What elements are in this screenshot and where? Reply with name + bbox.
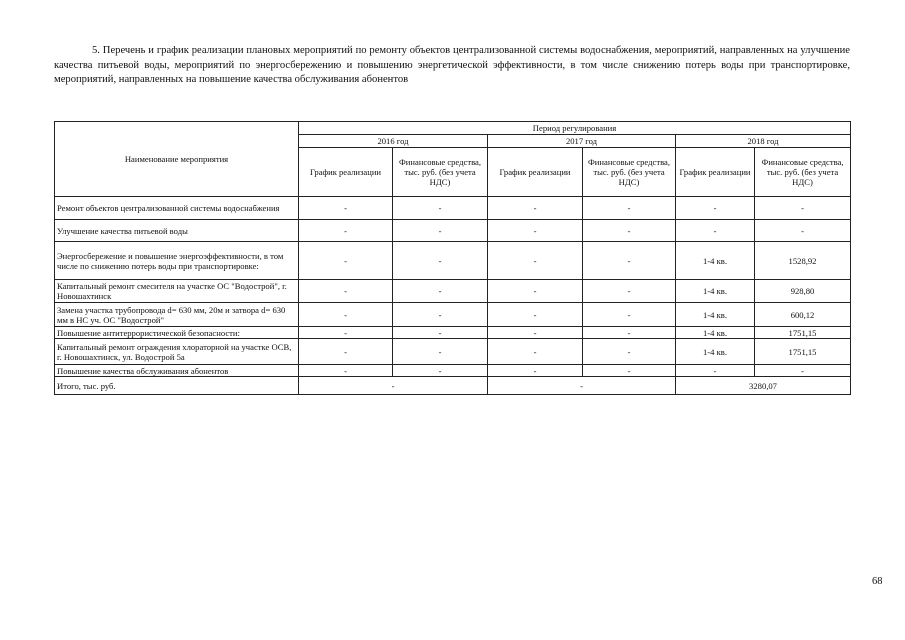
table-cell: - (583, 197, 676, 220)
funds-header: Финансовые средства, тыс. руб. (без учета НДС) (583, 148, 676, 197)
table-cell: - (583, 327, 676, 339)
funds-header: Финансовые средства, тыс. руб. (без учета НДС) (755, 148, 851, 197)
table-cell: - (488, 303, 583, 327)
table-cell: - (755, 365, 851, 377)
period-header: Период регулирования (299, 122, 851, 135)
activity-name: Энергосбережение и повышение энергоэффективности, в том числе по снижению потерь воды при транспортировке: (55, 242, 299, 280)
table-cell: - (393, 303, 488, 327)
total-value: 3280,07 (676, 377, 851, 395)
table-cell: - (393, 220, 488, 242)
activity-name: Капитальный ремонт ограждения хлораторной на участке ОСВ, г. Новошахтинск, ул. Водострой 5а (55, 339, 299, 365)
table-cell: - (488, 280, 583, 303)
table-cell: 1751,15 (755, 327, 851, 339)
table-cell: - (393, 242, 488, 280)
table-row (55, 220, 851, 242)
total-label: Итого, тыс. руб. (55, 377, 299, 395)
table-cell: - (299, 280, 393, 303)
table-cell: - (393, 327, 488, 339)
table-cell: - (676, 197, 755, 220)
activities-table (54, 121, 851, 395)
table-cell: - (299, 220, 393, 242)
table-cell: - (755, 197, 851, 220)
year-header: 2016 год (299, 135, 488, 148)
table-cell: - (488, 365, 583, 377)
table-cell: - (393, 280, 488, 303)
table-row (55, 303, 851, 327)
table-cell: - (676, 220, 755, 242)
schedule-header: График реализации (676, 148, 755, 197)
table-row (55, 365, 851, 377)
table-cell: - (299, 365, 393, 377)
table-cell: 1-4 кв. (676, 327, 755, 339)
table-cell: - (583, 242, 676, 280)
table-cell: - (583, 220, 676, 242)
schedule-header: График реализации (299, 148, 393, 197)
table-cell: 1-4 кв. (676, 242, 755, 280)
table-cell: - (299, 197, 393, 220)
activity-name: Капитальный ремонт смесителя на участке ОС "Водострой", г. Новошахтинск (55, 280, 299, 303)
table-cell: - (299, 339, 393, 365)
name-column-header: Наименование мероприятия (55, 122, 299, 197)
table-cell: - (299, 303, 393, 327)
table-cell: - (583, 280, 676, 303)
table-row (55, 339, 851, 365)
total-row (55, 377, 851, 395)
schedule-header: График реализации (488, 148, 583, 197)
table-cell: - (488, 220, 583, 242)
activity-name: Замена участка трубопровода d= 630 мм, 20м и затвора d= 630 мм в НС уч. ОС "Водострой" (55, 303, 299, 327)
funds-header: Финансовые средства, тыс. руб. (без учета НДС) (393, 148, 488, 197)
table-cell: 1-4 кв. (676, 280, 755, 303)
table-cell: - (393, 197, 488, 220)
total-value: - (299, 377, 488, 395)
year-header: 2018 год (676, 135, 851, 148)
table-cell: - (583, 303, 676, 327)
table-cell: 1751,15 (755, 339, 851, 365)
activity-name: Улучшение качества питьевой воды (55, 220, 299, 242)
table-cell: 600,12 (755, 303, 851, 327)
table-cell: - (299, 327, 393, 339)
table-cell: 928,80 (755, 280, 851, 303)
table-cell: - (393, 339, 488, 365)
table-cell: - (583, 339, 676, 365)
year-header: 2017 год (488, 135, 676, 148)
table-cell: - (488, 339, 583, 365)
activity-name: Повышение качества обслуживания абонентов (55, 365, 299, 377)
section-heading: 5. Перечень и график реализации плановых мероприятий по ремонту объектов централизованной системы водоснабжения, мероприятий, направленных на улучшение качества питьевой воды, мероприятий по энергосбережению и повышению энергетической эффективности, в том числе снижению потерь воды при транспортировке, мероприятий, направленных на повышение качества обслуживания абонентов (54, 45, 850, 86)
table-cell: 1528,92 (755, 242, 851, 280)
table-cell: - (488, 197, 583, 220)
table-cell: 1-4 кв. (676, 339, 755, 365)
page-number: 68 (872, 576, 883, 587)
table-cell: - (488, 242, 583, 280)
table-row (55, 280, 851, 303)
table-row (55, 242, 851, 280)
table-cell: - (676, 365, 755, 377)
table-cell: - (755, 220, 851, 242)
total-value: - (488, 377, 676, 395)
table-row (55, 197, 851, 220)
table-cell: - (583, 365, 676, 377)
activity-name: Ремонт объектов централизованной системы водоснабжения (55, 197, 299, 220)
table-cell: 1-4 кв. (676, 303, 755, 327)
table-cell: - (299, 242, 393, 280)
table-cell: - (488, 327, 583, 339)
table-cell: - (393, 365, 488, 377)
activity-name: Повышение антитеррористической безопасности: (55, 327, 299, 339)
table-row (55, 327, 851, 339)
